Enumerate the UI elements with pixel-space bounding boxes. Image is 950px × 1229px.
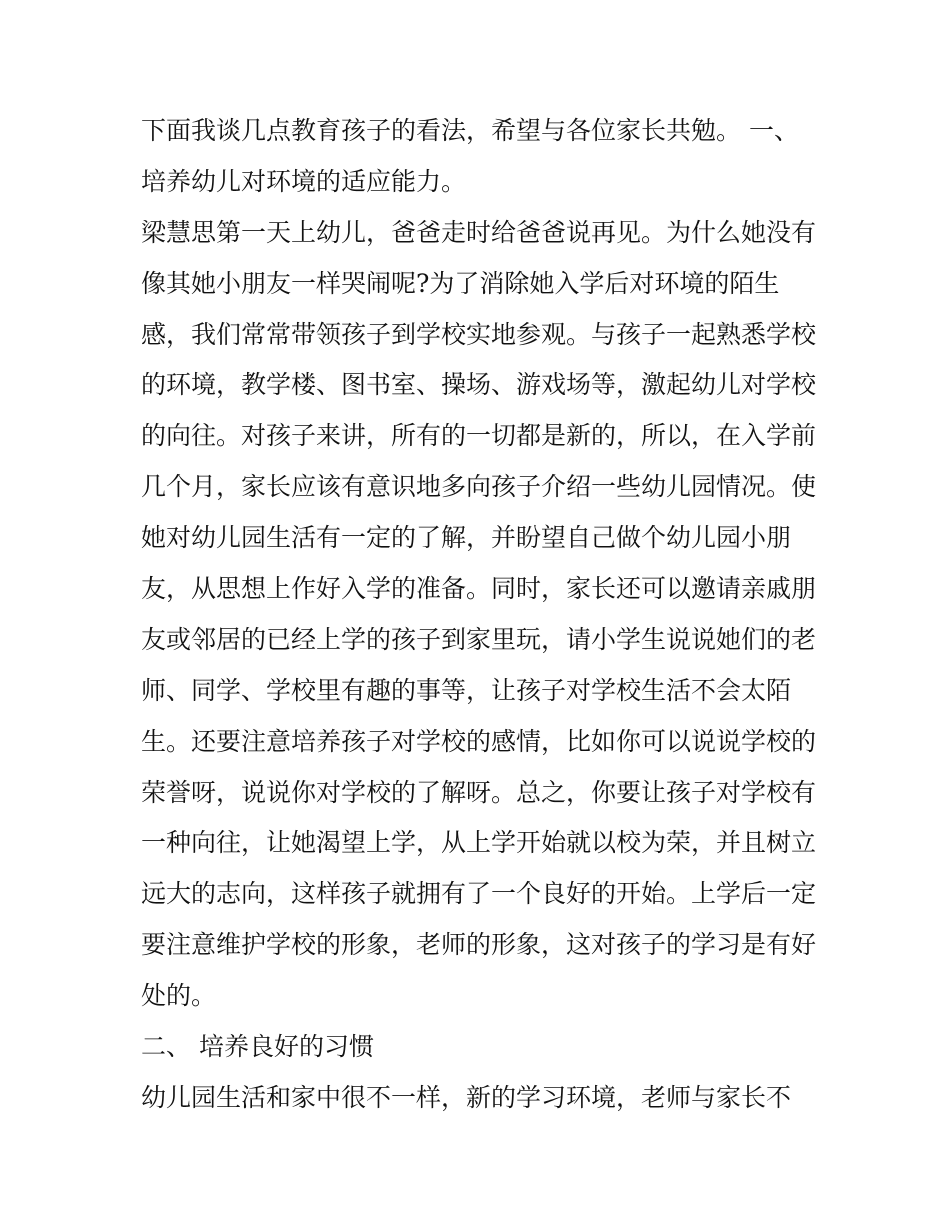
text-line: 要注意维护学校的形象，老师的形象，这对孩子的学习是有好 — [141, 930, 817, 960]
text-line: 友，从思想上作好入学的准备。同时，家长还可以邀请亲戚朋 — [141, 574, 817, 604]
text-line: 处的。 — [141, 981, 217, 1011]
text-line: 像其她小朋友一样哭闹呢?为了消除她入学后对环境的陌生 — [141, 268, 780, 298]
text-line: 友或邻居的已经上学的孩子到家里玩，请小学生说说她们的老 — [141, 624, 817, 654]
text-line: 师、同学、学校里有趣的事等，让孩子对学校生活不会太陌 — [141, 675, 792, 705]
text-line: 培养幼儿对环境的适应能力。 — [141, 166, 467, 196]
text-line: 幼儿园生活和家中很不一样，新的学习环境，老师与家长不 — [141, 1082, 792, 1112]
text-line: 几个月，家长应该有意识地多向孩子介绍一些幼儿园情况。使 — [141, 472, 817, 502]
text-line: 的向往。对孩子来讲，所有的一切都是新的，所以，在入学前 — [141, 421, 817, 451]
text-line: 一种向往，让她渴望上学，从上学开始就以校为荣，并且树立 — [141, 828, 817, 858]
text-line: 荣誉呀，说说你对学校的了解呀。总之，你要让孩子对学校有 — [141, 777, 817, 807]
section-heading: 二、 培养良好的习惯 — [141, 1032, 374, 1062]
text-line: 下面我谈几点教育孩子的看法，希望与各位家长共勉。 一、 — [141, 116, 799, 145]
text-line: 远大的志向，这样孩子就拥有了一个良好的开始。上学后一定 — [141, 879, 817, 909]
text-line: 生。还要注意培养孩子对学校的感情，比如你可以说说学校的 — [141, 726, 817, 756]
body-text — [141, 106, 821, 1124]
text-line: 梁慧思第一天上幼儿，爸爸走时给爸爸说再见。为什么她没有 — [141, 217, 817, 247]
text-line: 的环境，教学楼、图书室、操场、游戏场等，激起幼儿对学校 — [141, 370, 817, 400]
text-line: 感，我们常常带领孩子到学校实地参观。与孩子一起熟悉学校 — [141, 319, 817, 349]
text-line: 她对幼儿园生活有一定的了解，并盼望自己做个幼儿园小朋 — [141, 523, 792, 553]
